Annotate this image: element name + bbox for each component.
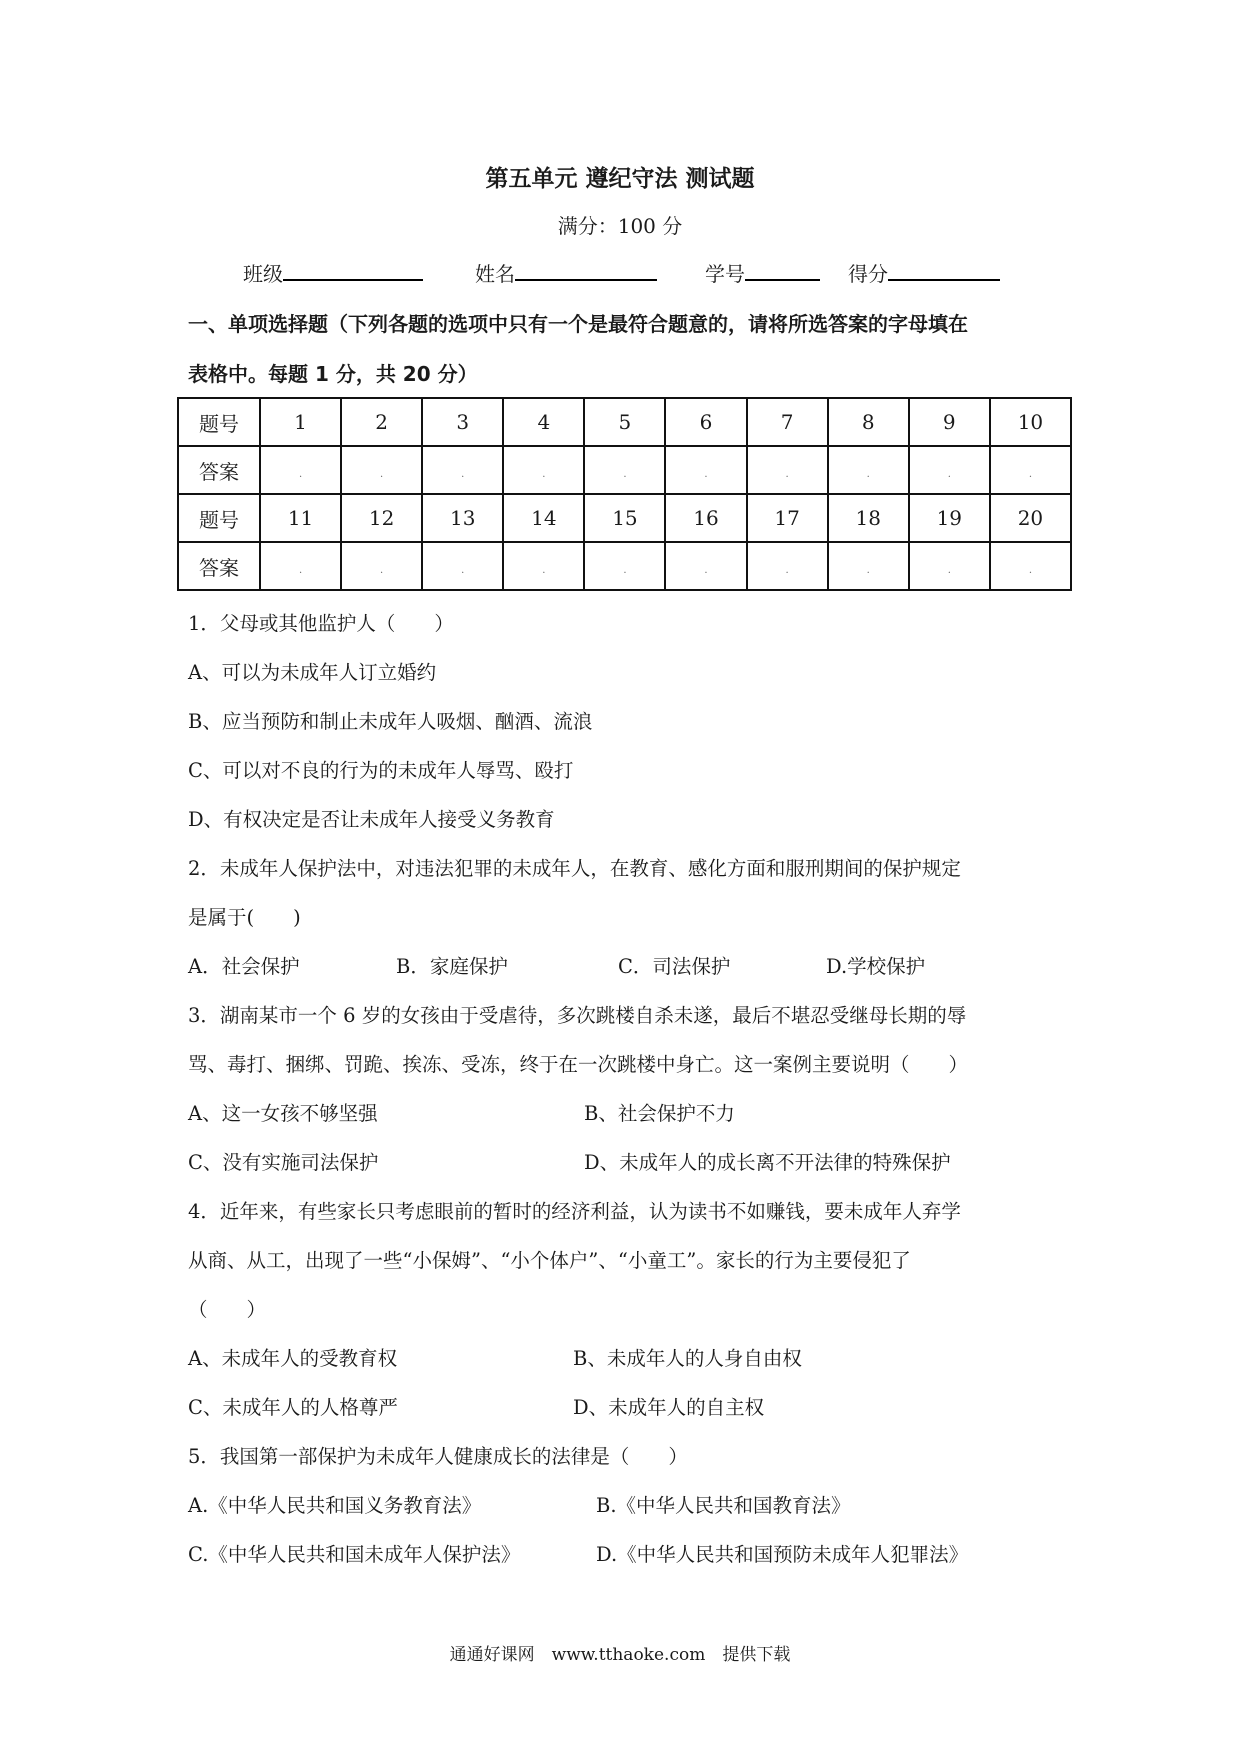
answer-placeholder: .: [947, 469, 951, 480]
q4-stem-line2: 从商、从工，出现了一些“小保姆”、“小个体户”、“小童工”。家长的行为主要侵犯了: [188, 1249, 911, 1272]
answer-placeholder: .: [461, 565, 465, 576]
answer-placeholder: .: [785, 565, 789, 576]
q5-option-b: B.《中华人民共和国教育法》: [596, 1494, 851, 1517]
q4-option-c: C、未成年人的人格尊严: [188, 1396, 398, 1419]
answer-placeholder: .: [704, 469, 708, 480]
question-number: 18: [828, 494, 909, 542]
answer-cell[interactable]: [747, 542, 828, 590]
question-number: 19: [909, 494, 990, 542]
q3-stem-line1: 3．湖南某市一个 6 岁的女孩由于受虐待，多次跳楼自杀未遂，最后不堪忍受继母长期的辱: [188, 1004, 967, 1027]
q2-option-d: D.学校保护: [826, 955, 926, 978]
answer-placeholder: .: [704, 565, 708, 576]
answer-cell[interactable]: [828, 542, 909, 590]
q2-option-c: C．司法保护: [618, 955, 731, 978]
class-blank[interactable]: [283, 259, 423, 281]
q3-option-a: A、这一女孩不够坚强: [188, 1102, 378, 1125]
answer-label: 答案: [178, 446, 260, 494]
q4-option-a: A、未成年人的受教育权: [188, 1347, 398, 1370]
full-score: 满分：100 分: [557, 214, 683, 238]
table-row-answers-1: [178, 446, 1071, 494]
answer-label: 答案: [178, 542, 260, 590]
question-number: 12: [341, 494, 422, 542]
student-no-blank[interactable]: [745, 259, 820, 281]
answer-cell[interactable]: [584, 446, 665, 494]
section1-heading-line1: 一、单项选择题（下列各题的选项中只有一个是最符合题意的，请将所选答案的字母填在: [188, 312, 968, 336]
answer-placeholder: .: [1028, 565, 1033, 576]
question-number: 15: [584, 494, 665, 542]
answer-placeholder: .: [461, 469, 465, 480]
q4-stem-line1: 4．近年来，有些家长只考虑眼前的暂时的经济利益，认为读书不如赚钱，要未成年人弃学: [188, 1200, 961, 1223]
student-no-field: [705, 258, 820, 287]
score-field: [848, 258, 1000, 287]
class-field: [243, 258, 423, 287]
answer-placeholder: .: [623, 565, 627, 576]
q3-option-b: B、社会保护不力: [584, 1102, 735, 1125]
section1-heading-line2: 表格中。每题 1 分，共 20 分）: [188, 362, 478, 386]
answer-placeholder: .: [785, 469, 789, 480]
number-label: 题号: [178, 494, 260, 542]
q1-stem: 1．父母或其他监护人（ ）: [188, 612, 454, 635]
name-field: [475, 258, 657, 287]
answer-placeholder: .: [298, 469, 303, 480]
answer-cell[interactable]: [341, 542, 422, 590]
q4-option-d: D、未成年人的自主权: [573, 1396, 765, 1419]
answer-placeholder: .: [866, 565, 870, 576]
question-number: 3: [422, 398, 503, 446]
table-row-numbers-1: [178, 398, 1071, 446]
answer-cell[interactable]: [584, 542, 665, 590]
question-number: 2: [341, 398, 422, 446]
question-number: 9: [909, 398, 990, 446]
q1-option-a: A、可以为未成年人订立婚约: [188, 661, 437, 684]
answer-cell[interactable]: [503, 542, 584, 590]
q2-stem-line2: 是属于( ): [188, 906, 301, 929]
question-number: 7: [747, 398, 828, 446]
name-blank[interactable]: [515, 259, 657, 281]
q2-option-b: B．家庭保护: [396, 955, 508, 978]
student-no-label: 学号: [705, 262, 745, 286]
number-label: 题号: [178, 398, 260, 446]
q5-stem: 5．我国第一部保护为未成年人健康成长的法律是（ ）: [188, 1445, 688, 1468]
answer-cell[interactable]: [828, 446, 909, 494]
question-number: 17: [747, 494, 828, 542]
answer-cell[interactable]: [503, 446, 584, 494]
question-number: 13: [422, 494, 503, 542]
answer-table: [177, 397, 1072, 591]
answer-placeholder: .: [380, 565, 384, 576]
q2-option-a: A．社会保护: [188, 955, 300, 978]
q4-stem-line3: （ ）: [188, 1298, 267, 1321]
answer-cell[interactable]: [990, 542, 1071, 590]
question-number: 20: [990, 494, 1071, 542]
class-label: 班级: [243, 262, 283, 286]
answer-placeholder: .: [1028, 469, 1033, 480]
question-number: 11: [260, 494, 341, 542]
question-number: 6: [665, 398, 746, 446]
answer-placeholder: .: [542, 565, 546, 576]
q1-option-c: C、可以对不良的行为的未成年人辱骂、殴打: [188, 759, 574, 782]
question-number: 16: [665, 494, 746, 542]
score-blank[interactable]: [888, 259, 1000, 281]
q1-option-d: D、有权决定是否让未成年人接受义务教育: [188, 808, 555, 831]
answer-cell[interactable]: [665, 446, 746, 494]
q4-option-b: B、未成年人的人身自由权: [573, 1347, 802, 1370]
question-number: 10: [990, 398, 1071, 446]
q3-stem-line2: 骂、毒打、捆绑、罚跪、挨冻、受冻，终于在一次跳楼中身亡。这一案例主要说明（ ）: [188, 1053, 969, 1076]
q5-option-a: A.《中华人民共和国义务教育法》: [188, 1494, 482, 1517]
answer-placeholder: .: [866, 469, 870, 480]
answer-cell[interactable]: [909, 446, 990, 494]
answer-placeholder: .: [623, 469, 627, 480]
question-number: 14: [503, 494, 584, 542]
answer-placeholder: .: [298, 565, 303, 576]
q1-option-b: B、应当预防和制止未成年人吸烟、酗酒、流浪: [188, 710, 593, 733]
question-number: 4: [503, 398, 584, 446]
answer-cell[interactable]: [422, 446, 503, 494]
question-number: 8: [828, 398, 909, 446]
question-number: 5: [584, 398, 665, 446]
answer-cell[interactable]: [260, 542, 341, 590]
answer-cell[interactable]: [260, 446, 341, 494]
answer-cell[interactable]: [341, 446, 422, 494]
answer-cell[interactable]: [909, 542, 990, 590]
answer-cell[interactable]: [665, 542, 746, 590]
answer-placeholder: .: [380, 469, 384, 480]
footer-credit: 通通好课网 www.tthaoke.com 提供下载: [449, 1645, 791, 1665]
score-label: 得分: [848, 262, 888, 286]
q3-option-d: D、未成年人的成长离不开法律的特殊保护: [584, 1151, 951, 1174]
page-title: 第五单元 遵纪守法 测试题: [485, 166, 755, 192]
question-number: 1: [260, 398, 341, 446]
table-row-answers-2: [178, 542, 1071, 590]
answer-cell[interactable]: [422, 542, 503, 590]
answer-cell[interactable]: [747, 446, 828, 494]
answer-cell[interactable]: [990, 446, 1071, 494]
name-label: 姓名: [475, 262, 515, 286]
q3-option-c: C、没有实施司法保护: [188, 1151, 379, 1174]
answer-placeholder: .: [542, 469, 546, 480]
q5-option-d: D.《中华人民共和国预防未成年人犯罪法》: [596, 1543, 969, 1566]
answer-placeholder: .: [947, 565, 951, 576]
q5-option-c: C.《中华人民共和国未成年人保护法》: [188, 1543, 521, 1566]
q2-stem-line1: 2．未成年人保护法中，对违法犯罪的未成年人，在教育、感化方面和服刑期间的保护规定: [188, 857, 961, 880]
table-row-numbers-2: [178, 494, 1071, 542]
